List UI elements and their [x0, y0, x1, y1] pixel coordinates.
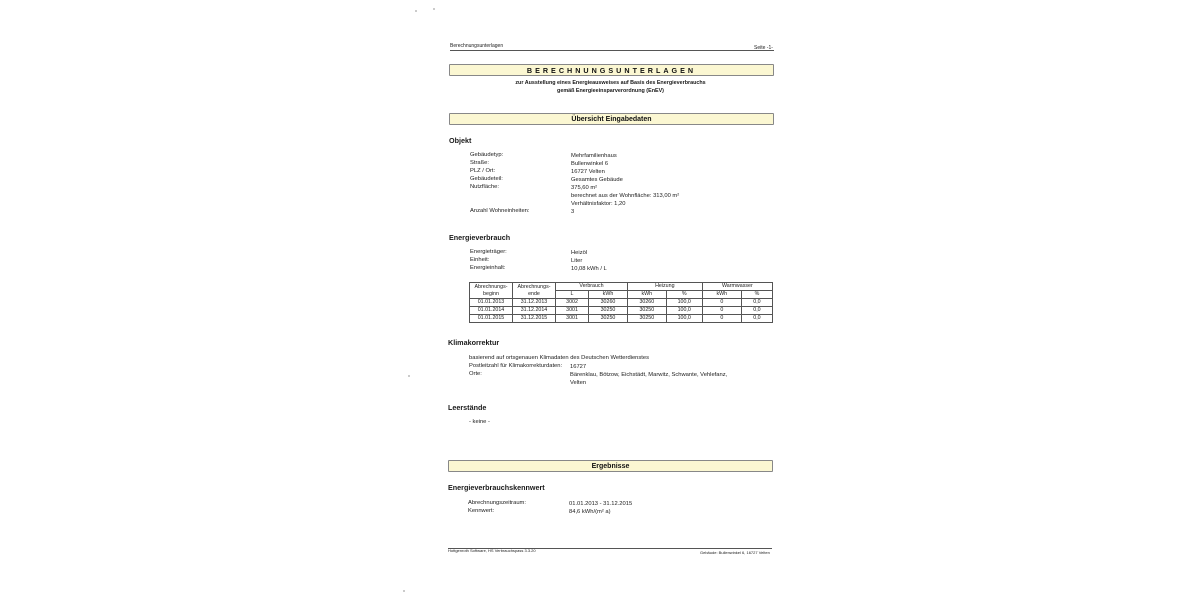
kennwert-heading: Energieverbrauchskennwert: [448, 483, 545, 492]
table-row: [470, 315, 773, 323]
cell-ende: 31.12.2013: [513, 299, 556, 307]
objekt-value: Bullenwinkel 6: [571, 161, 609, 167]
klima-basis: basierend auf ortsgenauen Klimadaten des Deutschen Wetterdienstes: [469, 355, 650, 361]
cell-ww-kwh: 0: [702, 299, 741, 307]
subtitle-line1: zur Ausstellung eines Energieausweises auf Basis des Energieverbrauchs: [515, 80, 706, 86]
cell-ww-pct: 0,0: [741, 307, 772, 315]
col-header-warmwasser: Warmwasser: [702, 283, 772, 291]
consumption-table: [469, 282, 773, 323]
unit-pct: %: [666, 291, 702, 299]
cell-l: 3001: [556, 307, 589, 315]
unit-kwh: kWh: [627, 291, 666, 299]
objekt-value: 3: [571, 209, 575, 215]
footer-right: Gebäude: Bullenwinkel 6, 16727 Velten: [700, 550, 770, 555]
subtitle-line2: gemäß Energieeinsparverordnung (EnEV): [557, 88, 664, 94]
cell-kwh: 30250: [589, 315, 628, 323]
objekt-label: Anzahl Wohneinheiten:: [470, 208, 530, 214]
klima-heading: Klimakorrektur: [448, 338, 500, 347]
objekt-label: Gebäudetyp:: [470, 152, 504, 158]
header-left: Berechnungsunterlagen: [450, 43, 504, 49]
energie-label: Energieträger:: [470, 249, 507, 255]
cell-heizung-pct: 100,0: [666, 315, 702, 323]
col-header-ende: Abrechnungs- ende: [513, 283, 556, 299]
kennwert-zeitraum-label: Abrechnungszeitraum:: [468, 500, 526, 506]
unit-pct: %: [741, 291, 772, 299]
objekt-value: 16727 Velten: [571, 169, 605, 175]
cell-ww-kwh: 0: [702, 315, 741, 323]
energie-label: Energieinhalt:: [470, 265, 506, 271]
cell-kwh: 30260: [589, 299, 628, 307]
cell-kwh: 30250: [589, 307, 628, 315]
objekt-value: berechnet aus der Wohnfläche: 313,00 m²: [571, 193, 680, 199]
objekt-label: Gebäudeteil:: [470, 176, 503, 182]
cell-beginn: 01.01.2013: [470, 299, 513, 307]
ergebnisse-band: Ergebnisse: [448, 460, 773, 472]
klima-plz-value: 16727: [570, 364, 587, 370]
cell-heizung-pct: 100,0: [666, 299, 702, 307]
objekt-value: 375,60 m²: [571, 185, 598, 191]
scan-speck: [408, 375, 410, 377]
unit-kwh: kWh: [589, 291, 628, 299]
cell-ww-pct: 0,0: [741, 299, 772, 307]
objekt-label: Straße:: [470, 160, 490, 166]
cell-heizung-kwh: 30260: [627, 299, 666, 307]
col-header-verbrauch: Verbrauch: [556, 283, 628, 291]
cell-l: 3001: [556, 315, 589, 323]
cell-l: 3002: [556, 299, 589, 307]
klima-plz-label: Postleitzahl für Klimakorrekturdaten:: [469, 363, 563, 369]
col-header-beginn: Abrechnungs- beginn: [470, 283, 513, 299]
energie-value: Liter: [571, 258, 583, 264]
col-header-heizung: Heizung: [627, 283, 702, 291]
title-band: BERECHNUNGSUNTERLAGEN: [449, 64, 774, 76]
unit-l: L: [556, 291, 589, 299]
klima-orte-label: Orte:: [469, 371, 482, 377]
objekt-value: Mehrfamilienhaus: [571, 153, 617, 159]
overview-band: Übersicht Eingabedaten: [449, 113, 774, 125]
objekt-value: Verhältnisfaktor: 1,20: [571, 201, 626, 207]
leerstaende-heading: Leerstände: [448, 403, 487, 412]
cell-heizung-kwh: 30250: [627, 315, 666, 323]
table-row: [470, 299, 773, 307]
energie-heading: Energieverbrauch: [449, 233, 511, 242]
cell-beginn: 01.01.2014: [470, 307, 513, 315]
objekt-label: PLZ / Ort:: [470, 168, 496, 174]
energie-value: Heizöl: [571, 250, 588, 256]
kennwert-value: 84,6 kWh/(m² a): [569, 509, 611, 515]
document-page: [438, 30, 783, 570]
objekt-heading: Objekt: [449, 136, 472, 145]
footer-left: Hottgenroth Software, HS Verbrauchspass 3.3.20: [448, 548, 536, 553]
cell-beginn: 01.01.2015: [470, 315, 513, 323]
table-header-row: [470, 283, 773, 291]
table-row: [470, 307, 773, 315]
scan-speck: [433, 8, 435, 10]
objekt-value: Gesamtes Gebäude: [571, 177, 623, 183]
cell-ende: 31.12.2014: [513, 307, 556, 315]
cell-ende: 31.12.2015: [513, 315, 556, 323]
cell-ww-kwh: 0: [702, 307, 741, 315]
klima-orte-value: Velten: [570, 380, 587, 386]
cell-heizung-pct: 100,0: [666, 307, 702, 315]
kennwert-label: Kennwert:: [468, 508, 495, 514]
header-right: Seite -1-: [754, 45, 773, 51]
kennwert-zeitraum-value: 01.01.2013 - 31.12.2015: [569, 501, 633, 507]
unit-kwh: kWh: [702, 291, 741, 299]
cell-heizung-kwh: 30250: [627, 307, 666, 315]
klima-orte-value: Bärenklau, Bötzow, Eichstädt, Marwitz, Schwante, Vehlefanz,: [570, 372, 728, 378]
leerstaende-value: - keine -: [469, 419, 490, 425]
energie-value: 10,08 kWh / L: [571, 266, 607, 272]
energie-label: Einheit:: [470, 257, 490, 263]
objekt-label: Nutzfläche:: [470, 184, 499, 190]
cell-ww-pct: 0,0: [741, 315, 772, 323]
scan-speck: [403, 590, 405, 592]
scan-speck: [415, 10, 417, 12]
header-rule: [450, 50, 774, 51]
